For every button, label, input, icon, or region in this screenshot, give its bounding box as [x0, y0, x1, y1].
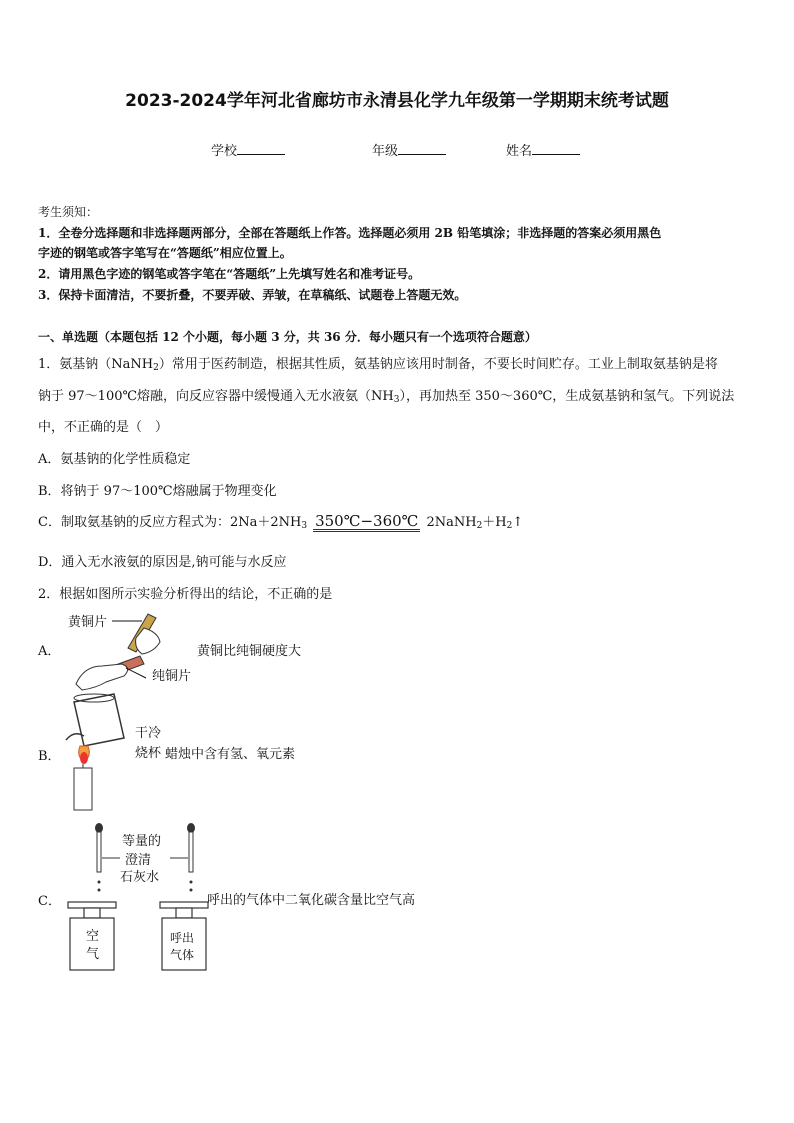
dropper-left-icon: [97, 832, 101, 872]
q1-option-c-sub2: 2: [476, 521, 483, 531]
school-label: 学校: [211, 144, 238, 159]
q2-option-b-text: 蜡烛中含有氢、氧元素: [165, 747, 296, 762]
school-field[interactable]: [211, 140, 285, 159]
q1-line-2-sub: 3: [393, 395, 400, 405]
q1-line-1b: ）常用于医药制造，根据其性质，氨基钠应该用时制备，不要长时间贮存。工业上制取氨基钠是将: [158, 357, 718, 372]
q1-option-a[interactable]: A．氨基钠的化学性质稳定: [38, 452, 191, 467]
clear-label: 澄清: [125, 853, 152, 868]
q2-option-a-text: 黄铜比纯铜硬度大: [197, 644, 302, 659]
exhaled-bottle-label-2: 气体: [170, 948, 195, 962]
flame-core-icon: [80, 752, 88, 764]
name-blank[interactable]: [532, 142, 580, 155]
q1-option-c-sub3: 2: [506, 521, 513, 531]
q1-option-b[interactable]: B．将钠于 97～100℃熔融属于物理变化: [38, 484, 277, 499]
beaker-label: 烧杯: [135, 746, 162, 761]
q2-option-c-text: 呼出的气体中二氧化碳含量比空气高: [207, 893, 416, 908]
name-field[interactable]: [506, 140, 580, 159]
air-bottle-label-1: 空: [86, 929, 100, 944]
q2-stem: 2．根据如图所示实验分析得出的结论，不正确的是: [38, 587, 333, 602]
name-label: 姓名: [506, 144, 533, 159]
dry-cold-label: 干冷: [135, 726, 162, 741]
notice-line-2: 2．请用黑色字迹的钢笔或答字笔在“答题纸”上先填写姓名和准考证号。: [38, 267, 421, 281]
q1-option-c-c: ＋H: [482, 515, 507, 530]
grade-field[interactable]: [372, 140, 446, 159]
q1-line-2b: ），再加热至 350～360℃，生成氨基钠和氢气。下列说法: [399, 389, 735, 404]
q1-option-c-sub1: 3: [301, 521, 308, 531]
notice-line-3: 3．保持卡面清洁，不要折叠，不要弄破、弄皱，在草稿纸、试题卷上答题无效。: [38, 288, 467, 302]
grade-label: 年级: [372, 144, 399, 159]
candle-beaker-illustration: [62, 690, 142, 815]
hand-left-icon: [76, 664, 128, 690]
notice-line-1: 1．全卷分选择题和非选择题两部分，全部在答题纸上作答。选择题必须用 2B 铅笔填涂；非选择题的答案必须用黑色: [38, 226, 662, 240]
pure-copper-label: 纯铜片: [152, 669, 192, 684]
q1-line-3: 中，不正确的是（ ）: [38, 420, 169, 435]
q1-line-1: [38, 353, 718, 373]
brass-sheet-label: 黄铜片: [68, 615, 108, 630]
air-bottle-icon: [70, 918, 114, 970]
notice-line-1b: 字迹的钢笔或答字笔写在“答题纸”相应位置上。: [38, 246, 292, 260]
q1-option-c[interactable]: [38, 511, 523, 531]
equal-amount-label: 等量的: [122, 834, 162, 849]
q1-option-c-d: ↑: [512, 515, 524, 530]
q2-option-c-letter[interactable]: C．: [38, 894, 61, 909]
q1-option-c-a: C．制取氨基钠的反应方程式为：2Na＋2NH: [38, 515, 302, 530]
school-blank[interactable]: [237, 142, 285, 155]
air-bottle-label-2: 气: [86, 947, 100, 962]
reaction-condition: 350℃−360℃: [315, 512, 419, 530]
q1-line-1-sub: 2: [153, 363, 159, 373]
dropper-right-icon: [189, 832, 193, 872]
exhaled-bottle-label-1: 呼出: [170, 931, 195, 945]
q1-line-2a: 钠于 97～100℃熔融，向反应容器中缓慢通入无水液氨（NH: [38, 389, 394, 404]
q1-option-c-b: 2NaNH: [426, 515, 477, 530]
candle-icon: [74, 768, 92, 810]
limewater-label: 石灰水: [120, 870, 160, 885]
grade-blank[interactable]: [398, 142, 446, 155]
q1-line-2: [38, 385, 734, 405]
q2-option-a-letter[interactable]: A．: [38, 644, 61, 659]
section-heading: 一、单选题（本题包括 12 个小题，每小题 3 分，共 36 分．每小题只有一个选项符合题意）: [38, 330, 537, 344]
q1-option-d[interactable]: D．通入无水液氨的原因是,钠可能与水反应: [38, 555, 287, 570]
notice-heading: 考生须知：: [38, 205, 99, 219]
q2-option-b-letter[interactable]: B．: [38, 749, 61, 764]
q1-line-1a: 1．氨基钠（NaNH: [38, 357, 154, 372]
page-title: 2023-2024学年河北省廊坊市永清县化学九年级第一学期期末统考试题: [125, 91, 669, 111]
